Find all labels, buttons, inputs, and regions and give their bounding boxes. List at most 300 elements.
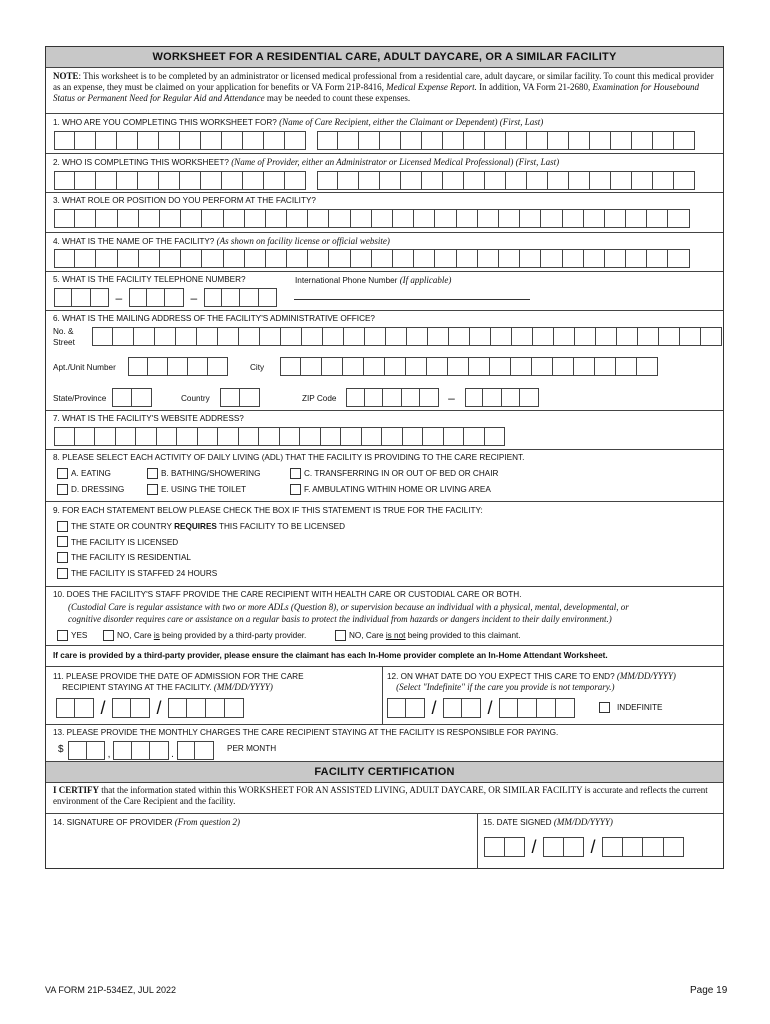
character-box[interactable] bbox=[470, 327, 491, 346]
character-box[interactable] bbox=[403, 427, 424, 446]
character-box[interactable] bbox=[680, 327, 701, 346]
character-box[interactable] bbox=[132, 741, 151, 760]
character-box[interactable] bbox=[75, 131, 96, 150]
q6-street-label bbox=[53, 326, 75, 348]
q10-yes-checkbox[interactable] bbox=[57, 630, 68, 641]
character-box[interactable] bbox=[157, 427, 178, 446]
character-box[interactable] bbox=[317, 131, 338, 150]
character-box[interactable] bbox=[177, 741, 196, 760]
character-box[interactable] bbox=[443, 131, 464, 150]
character-box[interactable] bbox=[75, 171, 96, 190]
character-box[interactable] bbox=[402, 388, 421, 407]
character-box[interactable] bbox=[54, 249, 75, 268]
character-box[interactable] bbox=[302, 327, 323, 346]
q15-date-boxes[interactable] bbox=[484, 837, 684, 858]
character-box[interactable] bbox=[575, 327, 596, 346]
character-box[interactable] bbox=[204, 288, 222, 307]
box-group bbox=[346, 388, 439, 407]
character-box[interactable] bbox=[168, 698, 187, 718]
character-box[interactable] bbox=[590, 131, 611, 150]
character-box[interactable] bbox=[113, 327, 134, 346]
character-box[interactable] bbox=[322, 357, 343, 376]
character-box[interactable] bbox=[485, 131, 506, 150]
character-box[interactable] bbox=[287, 209, 308, 228]
character-box[interactable] bbox=[177, 427, 198, 446]
character-box[interactable] bbox=[118, 249, 139, 268]
character-box[interactable] bbox=[372, 249, 393, 268]
character-box[interactable] bbox=[362, 427, 383, 446]
character-box[interactable] bbox=[95, 427, 116, 446]
character-box[interactable] bbox=[596, 327, 617, 346]
character-box[interactable] bbox=[181, 249, 202, 268]
character-box[interactable] bbox=[401, 171, 422, 190]
character-box[interactable] bbox=[280, 357, 301, 376]
character-box[interactable] bbox=[626, 249, 647, 268]
q8-label: 8. PLEASE SELECT EACH ACTIVITY OF DAILY LIVING (ADL) THAT THE FACILITY IS PROVIDING TO THE CARE RECIPIENT. bbox=[53, 453, 525, 462]
character-box[interactable] bbox=[202, 209, 223, 228]
character-box[interactable] bbox=[647, 249, 668, 268]
character-box[interactable] bbox=[136, 427, 157, 446]
q10-third-party-checkbox[interactable] bbox=[103, 630, 114, 641]
character-box[interactable] bbox=[668, 209, 689, 228]
character-box[interactable] bbox=[222, 131, 243, 150]
character-box[interactable] bbox=[68, 741, 87, 760]
q9-licensing-required-checkbox[interactable] bbox=[57, 521, 68, 532]
character-box[interactable] bbox=[478, 249, 499, 268]
character-box[interactable] bbox=[393, 249, 414, 268]
character-box[interactable] bbox=[96, 209, 117, 228]
character-box[interactable] bbox=[428, 327, 449, 346]
character-box[interactable] bbox=[240, 288, 258, 307]
character-box[interactable] bbox=[75, 427, 96, 446]
character-box[interactable] bbox=[180, 171, 201, 190]
character-box[interactable] bbox=[414, 249, 435, 268]
q12-date-boxes[interactable] bbox=[387, 698, 575, 719]
character-box[interactable] bbox=[245, 249, 266, 268]
character-box[interactable] bbox=[91, 288, 109, 307]
character-box[interactable] bbox=[160, 249, 181, 268]
character-box[interactable] bbox=[134, 327, 155, 346]
character-box[interactable] bbox=[406, 698, 425, 718]
q6-zip-boxes[interactable] bbox=[346, 388, 539, 407]
character-box[interactable] bbox=[239, 427, 260, 446]
character-box[interactable] bbox=[637, 357, 658, 376]
character-box[interactable] bbox=[264, 171, 285, 190]
character-box[interactable] bbox=[208, 357, 228, 376]
character-box[interactable] bbox=[623, 837, 644, 857]
character-box[interactable] bbox=[239, 327, 260, 346]
character-box[interactable] bbox=[139, 209, 160, 228]
character-box[interactable] bbox=[372, 209, 393, 228]
character-box[interactable] bbox=[605, 249, 626, 268]
character-box[interactable] bbox=[202, 249, 223, 268]
character-box[interactable] bbox=[201, 171, 222, 190]
character-box[interactable] bbox=[485, 171, 506, 190]
character-box[interactable] bbox=[457, 209, 478, 228]
character-box[interactable] bbox=[365, 388, 384, 407]
character-box[interactable] bbox=[92, 327, 113, 346]
character-box[interactable] bbox=[116, 427, 137, 446]
character-box[interactable] bbox=[112, 388, 132, 407]
character-box[interactable] bbox=[611, 171, 632, 190]
character-box[interactable] bbox=[117, 171, 138, 190]
character-box[interactable] bbox=[224, 209, 245, 228]
q10-no1c: being provided by a third-party provider. bbox=[159, 631, 307, 640]
q13-dollar-sign: $ bbox=[58, 744, 64, 755]
character-box[interactable] bbox=[443, 171, 464, 190]
character-box[interactable] bbox=[380, 171, 401, 190]
character-box[interactable] bbox=[554, 327, 575, 346]
q6-apt-boxes[interactable] bbox=[128, 357, 228, 376]
character-box[interactable] bbox=[602, 837, 623, 857]
character-box[interactable] bbox=[220, 388, 240, 407]
character-box[interactable] bbox=[653, 131, 674, 150]
character-box[interactable] bbox=[512, 327, 533, 346]
character-box[interactable] bbox=[444, 427, 465, 446]
q5-phone-boxes[interactable] bbox=[54, 288, 277, 307]
q6-city-boxes[interactable] bbox=[280, 357, 658, 376]
character-box[interactable] bbox=[532, 357, 553, 376]
q5-intl-phone-line[interactable] bbox=[294, 299, 530, 300]
character-box[interactable] bbox=[464, 171, 485, 190]
box-group bbox=[499, 698, 575, 719]
character-box[interactable] bbox=[243, 171, 264, 190]
character-box[interactable] bbox=[553, 357, 574, 376]
character-box[interactable] bbox=[56, 698, 75, 718]
character-box[interactable] bbox=[506, 131, 527, 150]
q9-staffed-checkbox[interactable] bbox=[57, 568, 68, 579]
character-box[interactable] bbox=[564, 837, 585, 857]
q1-text: 1. WHO ARE YOU COMPLETING THIS WORKSHEET FOR? bbox=[53, 118, 280, 127]
character-box[interactable] bbox=[483, 388, 502, 407]
character-box[interactable] bbox=[159, 171, 180, 190]
character-box[interactable] bbox=[224, 249, 245, 268]
character-box[interactable] bbox=[423, 427, 444, 446]
q9-licensed-checkbox[interactable] bbox=[57, 536, 68, 547]
character-box[interactable] bbox=[168, 357, 188, 376]
character-box[interactable] bbox=[131, 698, 150, 718]
character-box[interactable] bbox=[308, 249, 329, 268]
character-box[interactable] bbox=[380, 131, 401, 150]
character-box[interactable] bbox=[533, 327, 554, 346]
character-box[interactable] bbox=[243, 131, 264, 150]
separator bbox=[306, 131, 317, 150]
character-box[interactable] bbox=[590, 171, 611, 190]
character-box[interactable] bbox=[659, 327, 680, 346]
character-box[interactable] bbox=[112, 698, 131, 718]
character-box[interactable] bbox=[75, 249, 96, 268]
character-box[interactable] bbox=[462, 698, 481, 718]
character-box[interactable] bbox=[520, 249, 541, 268]
q10-no1a: NO, Care bbox=[117, 631, 154, 640]
character-box[interactable] bbox=[54, 171, 75, 190]
provider-signature-area[interactable] bbox=[52, 829, 472, 865]
character-box[interactable] bbox=[113, 741, 132, 760]
character-box[interactable] bbox=[364, 357, 385, 376]
q6-street-1: No. & bbox=[53, 327, 74, 336]
character-box[interactable] bbox=[401, 131, 422, 150]
character-box[interactable] bbox=[382, 427, 403, 446]
character-box[interactable] bbox=[457, 249, 478, 268]
q8-transferring-checkbox[interactable] bbox=[290, 468, 301, 479]
character-box[interactable] bbox=[383, 388, 402, 407]
character-box[interactable] bbox=[129, 288, 147, 307]
note-text bbox=[53, 71, 717, 104]
character-box[interactable] bbox=[548, 131, 569, 150]
character-box[interactable] bbox=[435, 249, 456, 268]
character-box[interactable] bbox=[285, 131, 306, 150]
character-box[interactable] bbox=[72, 288, 90, 307]
character-box[interactable] bbox=[478, 209, 499, 228]
character-box[interactable] bbox=[138, 131, 159, 150]
character-box[interactable] bbox=[406, 357, 427, 376]
character-box[interactable] bbox=[225, 698, 244, 718]
character-box[interactable] bbox=[287, 249, 308, 268]
character-box[interactable] bbox=[187, 698, 206, 718]
character-box[interactable] bbox=[218, 427, 239, 446]
character-box[interactable] bbox=[181, 209, 202, 228]
character-box[interactable] bbox=[165, 288, 183, 307]
character-box[interactable] bbox=[626, 209, 647, 228]
character-box[interactable] bbox=[159, 131, 180, 150]
character-box[interactable] bbox=[465, 388, 484, 407]
character-box[interactable] bbox=[240, 388, 260, 407]
character-box[interactable] bbox=[674, 131, 695, 150]
character-box[interactable] bbox=[584, 209, 605, 228]
character-box[interactable] bbox=[300, 427, 321, 446]
character-box[interactable] bbox=[393, 209, 414, 228]
character-box[interactable] bbox=[541, 209, 562, 228]
q8-toilet-checkbox[interactable] bbox=[147, 484, 158, 495]
character-box[interactable] bbox=[329, 209, 350, 228]
character-box[interactable] bbox=[569, 171, 590, 190]
character-box[interactable] bbox=[422, 131, 443, 150]
q6-street-boxes[interactable] bbox=[92, 327, 722, 346]
character-box[interactable] bbox=[464, 427, 485, 446]
character-box[interactable] bbox=[499, 209, 520, 228]
character-box[interactable] bbox=[96, 131, 117, 150]
character-box[interactable] bbox=[139, 249, 160, 268]
character-box[interactable] bbox=[653, 171, 674, 190]
character-box[interactable] bbox=[54, 131, 75, 150]
character-box[interactable] bbox=[520, 388, 539, 407]
character-box[interactable] bbox=[197, 327, 218, 346]
character-box[interactable] bbox=[96, 249, 117, 268]
character-box[interactable] bbox=[75, 698, 94, 718]
character-box[interactable] bbox=[259, 288, 277, 307]
character-box[interactable] bbox=[632, 131, 653, 150]
character-box[interactable] bbox=[595, 357, 616, 376]
character-box[interactable] bbox=[427, 357, 448, 376]
character-box[interactable] bbox=[527, 171, 548, 190]
character-box[interactable] bbox=[301, 357, 322, 376]
character-box[interactable] bbox=[351, 209, 372, 228]
divider bbox=[46, 666, 723, 667]
q13-amount-boxes[interactable] bbox=[68, 741, 214, 760]
character-box[interactable] bbox=[443, 698, 462, 718]
character-box[interactable] bbox=[505, 837, 526, 857]
character-box[interactable] bbox=[647, 209, 668, 228]
character-box[interactable] bbox=[616, 357, 637, 376]
character-box[interactable] bbox=[201, 131, 222, 150]
character-box[interactable] bbox=[245, 209, 266, 228]
divider bbox=[46, 410, 723, 411]
character-box[interactable] bbox=[527, 131, 548, 150]
character-box[interactable] bbox=[188, 357, 208, 376]
character-box[interactable] bbox=[359, 131, 380, 150]
character-box[interactable] bbox=[308, 209, 329, 228]
character-box[interactable] bbox=[632, 171, 653, 190]
q8-eating-checkbox[interactable] bbox=[57, 468, 68, 479]
character-box[interactable] bbox=[147, 288, 165, 307]
character-box[interactable] bbox=[341, 427, 362, 446]
q12-hint-2: (Select "Indefinite" if the care you provide is not temporary.) bbox=[396, 682, 615, 692]
character-box[interactable] bbox=[448, 357, 469, 376]
character-box[interactable] bbox=[218, 327, 239, 346]
q3-entry-boxes[interactable] bbox=[54, 209, 690, 228]
q4-entry-boxes[interactable] bbox=[54, 249, 690, 268]
character-box[interactable] bbox=[176, 327, 197, 346]
character-box[interactable] bbox=[414, 209, 435, 228]
character-box[interactable] bbox=[317, 171, 338, 190]
character-box[interactable] bbox=[491, 327, 512, 346]
character-box[interactable] bbox=[87, 741, 106, 760]
character-box[interactable] bbox=[346, 388, 365, 407]
character-box[interactable] bbox=[54, 427, 75, 446]
character-box[interactable] bbox=[359, 171, 380, 190]
character-box[interactable] bbox=[668, 249, 689, 268]
character-box[interactable] bbox=[537, 698, 556, 718]
character-box[interactable] bbox=[499, 249, 520, 268]
character-box[interactable] bbox=[260, 327, 281, 346]
q8-ambulating-checkbox[interactable] bbox=[290, 484, 301, 495]
character-box[interactable] bbox=[422, 171, 443, 190]
character-box[interactable] bbox=[701, 327, 722, 346]
q1-entry-boxes[interactable] bbox=[54, 131, 695, 150]
character-box[interactable] bbox=[132, 388, 152, 407]
character-box[interactable] bbox=[386, 327, 407, 346]
character-box[interactable] bbox=[502, 388, 521, 407]
character-box[interactable] bbox=[150, 741, 169, 760]
character-box[interactable] bbox=[506, 171, 527, 190]
character-box[interactable] bbox=[222, 171, 243, 190]
q10-not-provided-checkbox[interactable] bbox=[335, 630, 346, 641]
character-box[interactable] bbox=[329, 249, 350, 268]
q6-country-boxes[interactable] bbox=[220, 388, 260, 407]
q7-website-boxes[interactable] bbox=[54, 427, 505, 446]
character-box[interactable] bbox=[484, 837, 505, 857]
character-box[interactable] bbox=[118, 209, 139, 228]
character-box[interactable] bbox=[338, 171, 359, 190]
date-separator-slash: / bbox=[590, 837, 596, 857]
character-box[interactable] bbox=[54, 209, 75, 228]
character-box[interactable] bbox=[138, 171, 159, 190]
box-group bbox=[54, 288, 109, 307]
character-box[interactable] bbox=[321, 427, 342, 446]
q2-entry-boxes[interactable] bbox=[54, 171, 695, 190]
character-box[interactable] bbox=[75, 209, 96, 228]
character-box[interactable] bbox=[449, 327, 470, 346]
character-box[interactable] bbox=[469, 357, 490, 376]
character-box[interactable] bbox=[664, 837, 685, 857]
q8-dressing-checkbox[interactable] bbox=[57, 484, 68, 495]
q6-state-boxes[interactable] bbox=[112, 388, 152, 407]
character-box[interactable] bbox=[499, 698, 518, 718]
character-box[interactable] bbox=[338, 131, 359, 150]
character-box[interactable] bbox=[96, 171, 117, 190]
character-box[interactable] bbox=[344, 327, 365, 346]
character-box[interactable] bbox=[385, 357, 406, 376]
character-box[interactable] bbox=[617, 327, 638, 346]
character-box[interactable] bbox=[435, 209, 456, 228]
divider bbox=[46, 813, 723, 814]
character-box[interactable] bbox=[563, 209, 584, 228]
character-box[interactable] bbox=[128, 357, 148, 376]
q10-no2c: being provided to this claimant. bbox=[405, 631, 521, 640]
character-box[interactable] bbox=[365, 327, 386, 346]
character-box[interactable] bbox=[266, 209, 287, 228]
character-box[interactable] bbox=[195, 741, 214, 760]
character-box[interactable] bbox=[160, 209, 181, 228]
character-box[interactable] bbox=[511, 357, 532, 376]
character-box[interactable] bbox=[674, 171, 695, 190]
character-box[interactable] bbox=[485, 427, 506, 446]
q4-hint: (As shown on facility license or official website) bbox=[216, 236, 390, 246]
character-box[interactable] bbox=[259, 427, 280, 446]
character-box[interactable] bbox=[490, 357, 511, 376]
q11-date-boxes[interactable] bbox=[56, 698, 244, 719]
character-box[interactable] bbox=[520, 209, 541, 228]
character-box[interactable] bbox=[54, 288, 72, 307]
character-box[interactable] bbox=[584, 249, 605, 268]
character-box[interactable] bbox=[518, 698, 537, 718]
character-box[interactable] bbox=[464, 131, 485, 150]
character-box[interactable] bbox=[280, 427, 301, 446]
character-box[interactable] bbox=[638, 327, 659, 346]
q9-residential-checkbox[interactable] bbox=[57, 552, 68, 563]
character-box[interactable] bbox=[420, 388, 439, 407]
character-box[interactable] bbox=[569, 131, 590, 150]
character-box[interactable] bbox=[605, 209, 626, 228]
character-box[interactable] bbox=[285, 171, 306, 190]
character-box[interactable] bbox=[543, 837, 564, 857]
character-box[interactable] bbox=[264, 131, 285, 150]
character-box[interactable] bbox=[198, 427, 219, 446]
character-box[interactable] bbox=[281, 327, 302, 346]
character-box[interactable] bbox=[574, 357, 595, 376]
character-box[interactable] bbox=[541, 249, 562, 268]
q12-indefinite-checkbox[interactable] bbox=[599, 702, 610, 713]
character-box[interactable] bbox=[266, 249, 287, 268]
character-box[interactable] bbox=[407, 327, 428, 346]
character-box[interactable] bbox=[206, 698, 225, 718]
character-box[interactable] bbox=[611, 131, 632, 150]
character-box[interactable] bbox=[556, 698, 575, 718]
character-box[interactable] bbox=[323, 327, 344, 346]
character-box[interactable] bbox=[155, 327, 176, 346]
character-box[interactable] bbox=[351, 249, 372, 268]
character-box[interactable] bbox=[343, 357, 364, 376]
character-box[interactable] bbox=[117, 131, 138, 150]
character-box[interactable] bbox=[387, 698, 406, 718]
character-box[interactable] bbox=[222, 288, 240, 307]
q8-bathing-checkbox[interactable] bbox=[147, 468, 158, 479]
character-box[interactable] bbox=[563, 249, 584, 268]
character-box[interactable] bbox=[643, 837, 664, 857]
character-box[interactable] bbox=[148, 357, 168, 376]
character-box[interactable] bbox=[548, 171, 569, 190]
character-box[interactable] bbox=[180, 131, 201, 150]
